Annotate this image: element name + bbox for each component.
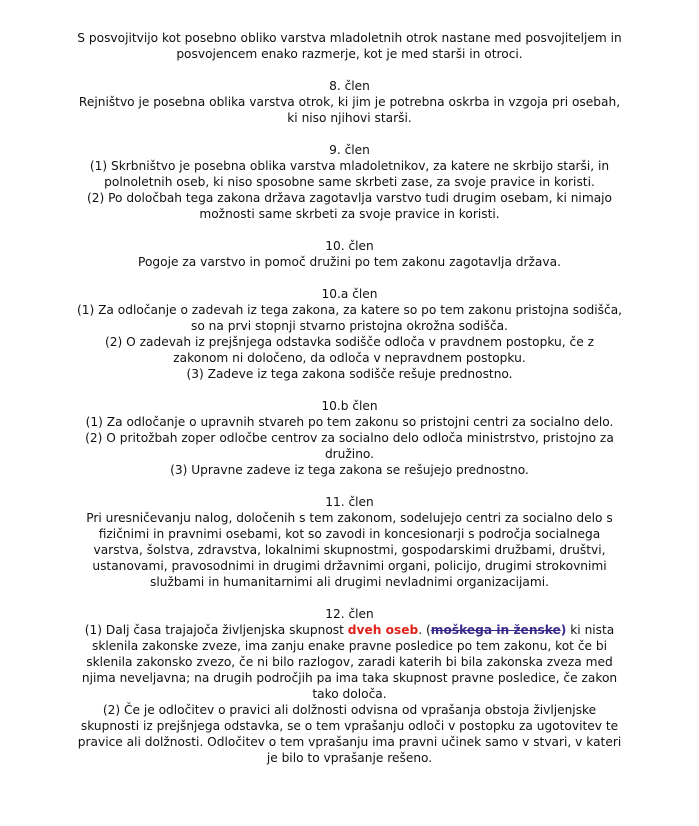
article-10a-paragraph-3: (3) Zadeve iz tega zakona sodišče rešuje prednostno. bbox=[186, 367, 513, 381]
article-12-p1-punct: . ( bbox=[418, 623, 431, 637]
article-9-title: 9. člen bbox=[329, 143, 370, 157]
intro-section bbox=[76, 30, 623, 62]
amendment-deleted-text: moškega in ženske bbox=[430, 623, 561, 637]
article-8-title: 8. člen bbox=[329, 79, 370, 93]
article-10-paragraph-1: Pogoje za varstvo in pomoč družini po tem zakonu zagotavlja država. bbox=[138, 255, 561, 269]
article-10a-title: 10.a člen bbox=[321, 287, 378, 301]
article-10b-paragraph-1: (1) Za odločanje o upravnih stvareh po tem zakonu so pristojni centri za socialno delo. bbox=[85, 415, 614, 429]
article-12-paragraph-1 bbox=[76, 622, 623, 702]
article-9 bbox=[76, 142, 623, 222]
article-12-paragraph-2: (2) Če je odločitev o pravici ali dolžnosti odvisna od vprašanja obstoja življenjske skupnosti iz prejšnjega odstavka, se o tem vprašanju odloči v postopku za ugotovitev te pravice ali dolžnosti. Odločitev o tem vprašanju ima pravni učinek samo v stvari, v kateri je bilo to vprašanje rešeno. bbox=[77, 703, 622, 765]
article-11-title: 11. člen bbox=[325, 495, 374, 509]
article-10b bbox=[76, 398, 623, 478]
article-10-title: 10. člen bbox=[325, 239, 374, 253]
article-10b-paragraph-3: (3) Upravne zadeve iz tega zakona se rešujejo prednostno. bbox=[170, 463, 529, 477]
article-9-paragraph-2: (2) Po določbah tega zakona država zagotavlja varstvo tudi drugim osebam, ki nimajo možnosti same skrbeti za svoje pravice in koristi. bbox=[86, 191, 613, 221]
article-8 bbox=[76, 78, 623, 126]
article-10b-paragraph-2: (2) O pritožbah zoper odločbe centrov za socialno delo odloča ministrstvo, pristojno za družino. bbox=[85, 431, 614, 461]
article-10b-title: 10.b člen bbox=[321, 399, 378, 413]
article-10 bbox=[76, 238, 623, 270]
article-10a bbox=[76, 286, 623, 382]
amendment-close-paren: ) bbox=[560, 623, 567, 637]
article-12-p1-rest: ki nista sklenila zakonske zveze, ima zanju enake pravne posledice po tem zakonu, kot če bi sklenila zakonsko zvezo, če ni bilo razlogov, zaradi katerih bi bila zakonska zveza med njima neveljavna; na drugih področjih pa ima taka skupnost pravne posledice, če zakon tako določa. bbox=[81, 623, 618, 701]
amendment-inserted-text: dveh oseb bbox=[347, 623, 419, 637]
article-12-title: 12. člen bbox=[325, 607, 374, 621]
article-11 bbox=[76, 494, 623, 590]
article-8-paragraph-1: Rejništvo je posebna oblika varstva otrok, ki jim je potrebna oskrba in vzgoja pri osebah, ki niso njihovi starši. bbox=[78, 95, 621, 125]
article-10a-paragraph-1: (1) Za odločanje o zadevah iz tega zakona, za katere so po tem zakonu pristojna sodišča, so na prvi stopnji stvarno pristojna okrožna sodišča. bbox=[76, 303, 623, 333]
article-10a-paragraph-2: (2) O zadevah iz prejšnjega odstavka sodišče odloča v pravdnem postopku, če z zakonom ni določeno, da odloča v nepravdnem postopku. bbox=[104, 335, 595, 365]
article-12-p1-start: (1) Dalj časa trajajoča življenjska skupnost bbox=[84, 623, 348, 637]
intro-paragraph: S posvojitvijo kot posebno obliko varstva mladoletnih otrok nastane med posvojiteljem in posvojencem enako razmerje, kot je med starši in otroci. bbox=[77, 31, 622, 61]
article-11-paragraph-1: Pri uresničevanju nalog, določenih s tem zakonom, sodelujejo centri za socialno delo s fizičnimi in pravnimi osebami, kot so zavodi in koncesionarji s področja socialnega varstva, šolstva, zdravstva, lokalnimi skupnostmi, gospodarskimi družbami, društvi, ustanovami, pravosodnimi in drugimi državnimi organi, policijo, drugimi strokovnimi službami in humanitarnimi ali drugimi nevladnimi organizacijami. bbox=[86, 511, 613, 589]
article-9-paragraph-1: (1) Skrbništvo je posebna oblika varstva mladoletnikov, za katere ne skrbijo starši, in polnoletnih oseb, ki niso sposobne same skrbeti zase, za svoje pravice in koristi. bbox=[89, 159, 610, 189]
article-12 bbox=[76, 606, 623, 766]
